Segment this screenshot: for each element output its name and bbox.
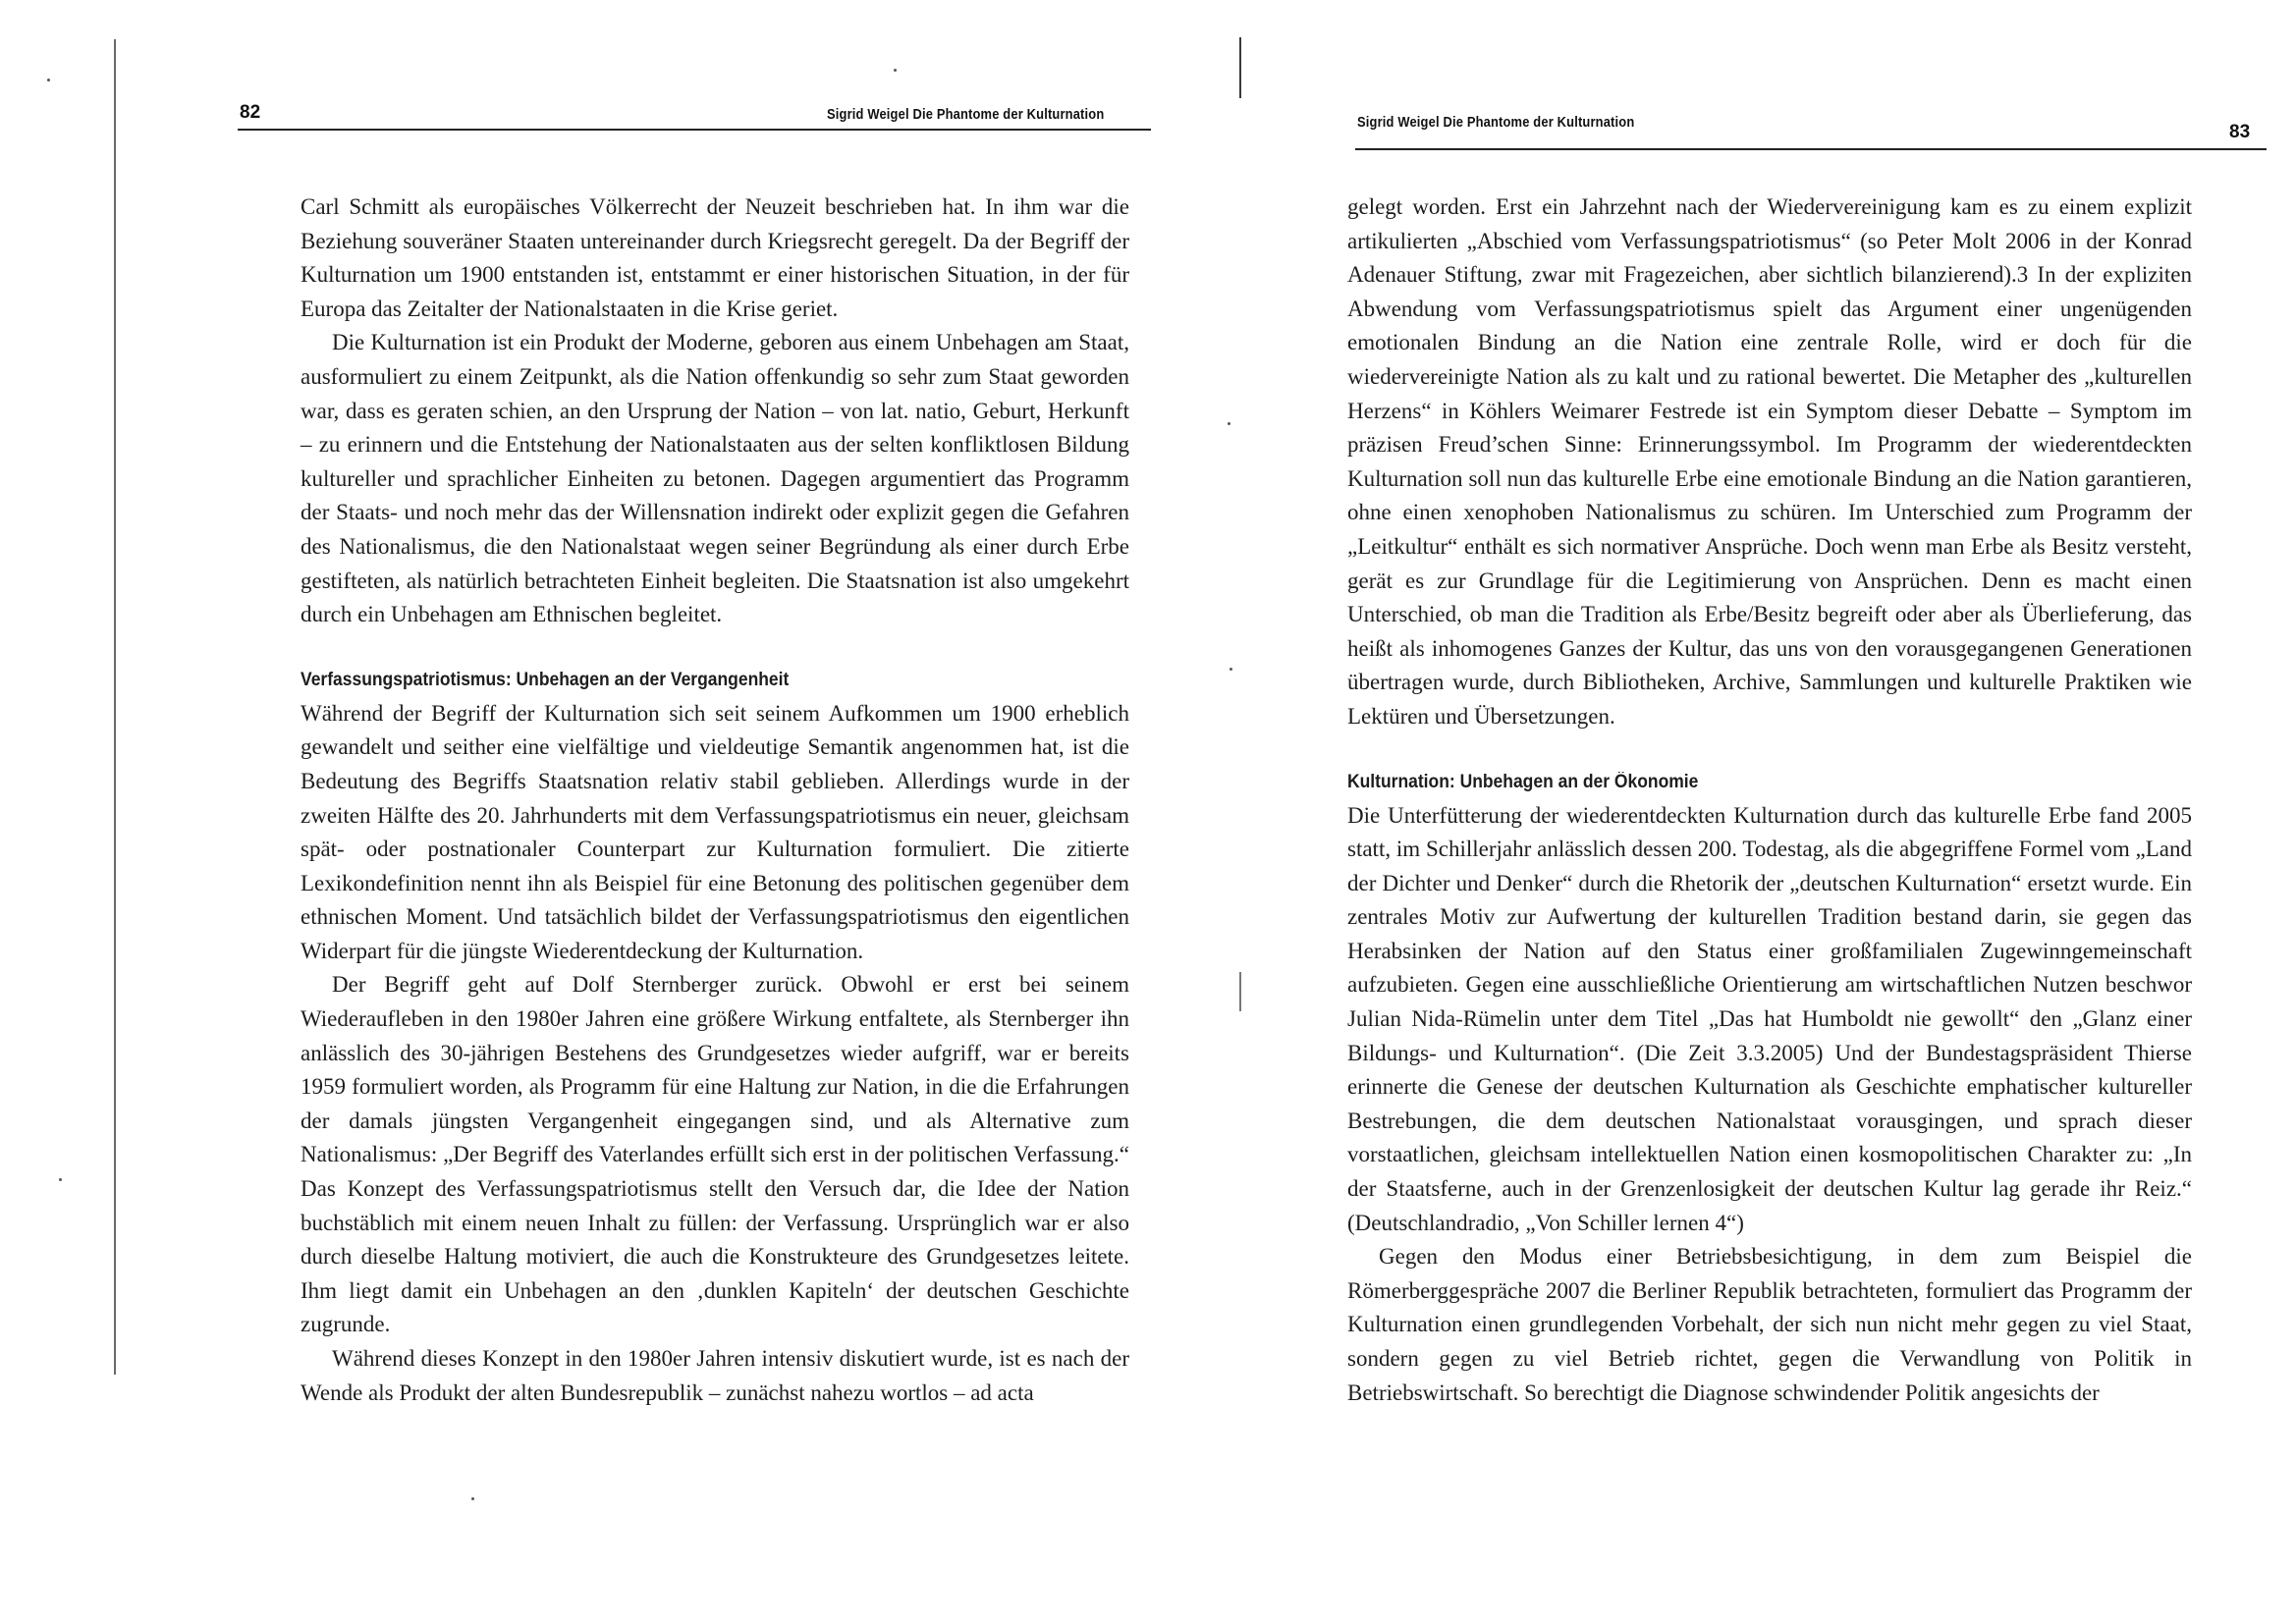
- paragraph: gelegt worden. Erst ein Jahrzehnt nach der Wiedervereinigung kam es zu einem explizit artikulierten „Abschied vom Verfassungspatriotismus“ (so Peter Molt 2006 in der Konrad Adenauer Stiftung, zwar mit Fragezeichen, aber sichtlich bilanzierend).3 In der expliziten Abwendung vom Verfassungspatriotismus spielt das Argument einer ungenügenden emotionalen Bindung an die Nation eine zentrale Rolle, wird er doch für die wiedervereinigte Nation als zu kalt und zu rational bewertet. Die Metapher des „kulturellen Herzens“ in Köhlers Weimarer Festrede ist ein Symptom dieser Debatte – Symptom im präzisen Freud’schen Sinne: Erinnerungssymbol. Im Programm der wiederentdeckten Kulturnation soll nun das kulturelle Erbe eine emotionale Bindung an die Nation garantieren, ohne einen xenophoben Nationalismus zu schüren. Im Unterschied zum Programm der „Leitkultur“ enthält es sich normativer Ansprüche. Doch wenn man Erbe als Besitz versteht, gerät es zur Grundlage für die Legitimierung von Ansprüchen. Denn es macht einen Unterschied, ob man die Tradition als Erbe/Besitz begreift oder aber als Überlieferung, das heißt als inhomogenes Ganzes der Kultur, das uns von den vorausgegangenen Generationen übertragen wurde, durch Bibliotheken, Archive, Sammlungen und kulturelle Praktiken wie Lektüren und Übersetzungen.: [1347, 194, 2192, 729]
- gutter-line-top: [1239, 37, 1241, 98]
- paragraph: Carl Schmitt als europäisches Völkerrecht der Neuzeit beschrieben hat. In ihm war die Beziehung souveräner Staaten untereinander durch Kriegsrecht geregelt. Da der Begriff der Kulturnation um 1900 entstanden ist, entstammt er einer historischen Situation, in der für Europa das Zeitalter der Nationalstaaten in die Krise geriet.: [301, 194, 1129, 321]
- section-heading: Verfassungspatriotismus: Unbehagen an der Vergangenheit: [301, 669, 790, 690]
- left-body-text: [301, 190, 1129, 1410]
- right-body-text: [1347, 190, 2192, 1410]
- gutter-line-mid: [1239, 972, 1241, 1011]
- scan-speck: [1230, 668, 1232, 671]
- scan-speck: [1228, 422, 1230, 425]
- header-rule: [1355, 148, 2267, 150]
- page-number: 83: [2229, 122, 2251, 142]
- section-heading: Kulturnation: Unbehagen an der Ökonomie: [1347, 771, 1699, 792]
- paragraph: Der Begriff geht auf Dolf Sternberger zurück. Obwohl er erst bei seinem Wiederaufleben in den 1980er Jahren eine größere Wirkung entfaltete, als Sternberger ihn anlässlich des 30-jährigen Bestehens des Grundgesetzes wieder aufgriff, war er bereits 1959 formuliert worden, als Programm für eine Haltung zur Nation, in die die Erfahrungen der damals jüngsten Vergangenheit eingegangen sind, und als Alternative zum Nationalismus: „Der Begriff des Vaterlandes erfüllt sich erst in der politischen Verfassung.“ Das Konzept des Verfassungspatriotismus stellt den Versuch dar, die Idee der Nation buchstäblich mit einem neuen Inhalt zu füllen: der Verfassung. Ursprünglich war er also durch dieselbe Haltung motiviert, die auch die Konstrukteure des Grundgesetzes leitete. Ihm liegt damit ein Unbehagen an den ‚dunklen Kapiteln‘ der deutschen Geschichte zugrunde.: [301, 972, 1129, 1337]
- running-head: Sigrid Weigel Die Phantome der Kulturnation: [1357, 114, 1635, 131]
- paragraph: Gegen den Modus einer Betriebsbesichtigung, in dem zum Beispiel die Römerberggespräche 2007 die Berliner Republik betrachteten, formuliert das Programm der Kulturnation einen grundlegenden Vorbehalt, der sich nun nicht mehr gegen zu viel Staat, sondern gegen zu viel Betrieb richtet, gegen die Verwandlung von Politik in Betriebswirtschaft. So berechtigt die Diagnose schwindender Politik angesichts der: [1347, 1244, 2192, 1405]
- paragraph: Während der Begriff der Kulturnation sich seit seinem Aufkommen um 1900 erheblich gewandelt und seither eine vielfältige und vieldeutige Semantik angenommen hat, ist die Bedeutung des Begriffs Staatsnation relativ stabil geblieben. Allerdings wurde in der zweiten Hälfte des 20. Jahrhunderts mit dem Verfassungspatriotismus ein neuer, gleichsam spät- oder postnationaler Counterpart zur Kulturnation formuliert. Die zitierte Lexikondefinition nennt ihn als Beispiel für eine Betonung des politischen gegenüber dem ethnischen Moment. Und tatsächlich bildet der Verfassungspatriotismus den eigentlichen Widerpart für die jüngste Wiederentdeckung der Kulturnation.: [301, 700, 1129, 963]
- paragraph: Die Unterfütterung der wiederentdeckten Kulturnation durch das kulturelle Erbe fand 2005 statt, im Schillerjahr anlässlich dessen 200. Todestag, als die abgegriffene Formel vom „Land der Dichter und Denker“ durch die Rhetorik der „deutschen Kulturnation“ ersetzt wurde. Ein zentrales Motiv zur Aufwertung der kulturellen Tradition bestand darin, sie gegen das Herabsinken der Nation auf den Status einer großfamilialen Zugewinngemeinschaft aufzubieten. Gegen eine ausschließliche Orientierung am wirtschaftlichen Nutzen beschwor Julian Nida-Rümelin unter dem Titel „Das hat Humboldt nie gewollt“ den „Glanz einer Bildungs- und Kulturnation“. (Die Zeit 3.3.2005) Und der Bundestagspräsident Thierse erinnerte die Genese der deutschen Kulturnation als Geschichte emphatischer kultureller Bestrebungen, die dem deutschen Nationalstaat vorausgingen, und sprach dieser vorstaatlichen, gleichsam intellektuellen Nation einen kosmopolitischen Charakter zu: „In der Staatsferne, auch in der Grenzenlosigkeit der deutschen Kultur lag gerade ihr Reiz.“ (Deutschlandradio, „Von Schiller lernen 4“): [1347, 802, 2192, 1235]
- paragraph: Die Kulturnation ist ein Produkt der Moderne, geboren aus einem Unbehagen am Staat, ausformuliert zu einem Zeitpunkt, als die Nation offenkundig so sehr zum Staat geworden war, dass es geraten schien, an den Ursprung der Nation – von lat. natio, Geburt, Herkunft – zu erinnern und die Entstehung der Nationalstaaten aus der selten konfliktlosen Bildung kultureller und sprachlicher Einheiten zu betonen. Dagegen argumentiert das Programm der Staats- und noch mehr das der Willensnation indirekt oder explizit gegen die Gefahren des Nationalismus, die den Nationalstaat wegen seiner Begründung als einer durch Erbe gestifteten, als natürlich betrachteten Einheit begleiten. Die Staatsnation ist also umgekehrt durch ein Unbehagen am Ethnischen begleitet.: [301, 330, 1129, 627]
- running-head: Sigrid Weigel Die Phantome der Kulturnation: [827, 106, 1105, 123]
- header-rule: [238, 129, 1151, 131]
- page-number: 82: [240, 102, 261, 123]
- right-page: [1257, 0, 2296, 1623]
- paragraph: Während dieses Konzept in den 1980er Jahren intensiv diskutiert wurde, ist es nach der Wende als Produkt der alten Bundesrepublik – zunächst nahezu wortlos – ad acta: [301, 1346, 1129, 1405]
